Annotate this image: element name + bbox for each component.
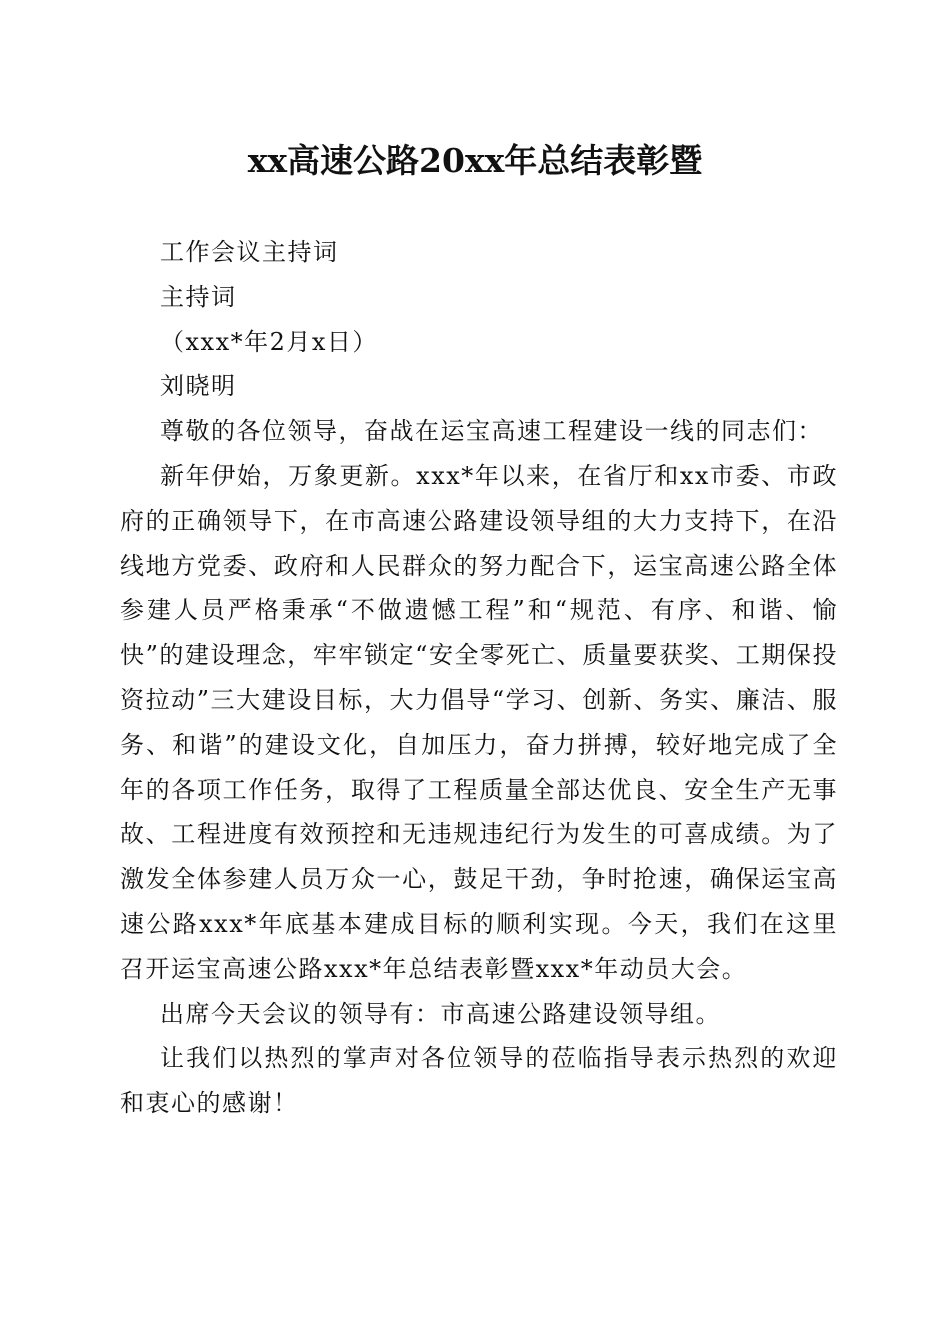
paragraph-greeting: 尊敬的各位领导，奋战在运宝高速工程建设一线的同志们： — [160, 417, 823, 446]
paragraph-heading: 主持词 — [160, 282, 237, 311]
paragraph-welcome: 让我们以热烈的掌声对各位领导的莅临指导表示热烈的欢迎和衷心的感谢！ — [120, 1044, 838, 1118]
document-title: xx高速公路20xx年总结表彰暨 — [247, 141, 703, 180]
paragraph-date: （xxx*年2月x日） — [160, 327, 378, 356]
paragraph-main: 新年伊始，万象更新。xxx*年以来，在省厅和xx市委、市政府的正确领导下，在市高速公路建设领导组的大力支持下，在沿线地方党委、政府和人民群众的努力配合下，运宝高速公路全体参建人员严格秉承“不做遗憾工程”和“规范、有序、和谐、愉快”的建设理念，牢牢锁定“安全零死亡、质量要获奖、工期保投资拉动”三大建设目标，大力倡导“学习、创新、务实、廉洁、服务、和谐”的建设文化，自加压力，奋力拼搏，较好地完成了全年的各项工作任务，取得了工程质量全部达优良、安全生产无事故、工程进度有效预控和无违规违纪行为发生的可喜成绩。为了激发全体参建人员万众一心，鼓足干劲，争时抢速，确保运宝高速公路xxx*年底基本建成目标的顺利实现。今天，我们在这里召开运宝高速公路xxx*年总结表彰暨xxx*年动员大会。 — [120, 461, 838, 983]
paragraph-author: 刘晓明 — [160, 372, 237, 401]
paragraph-subtitle: 工作会议主持词 — [160, 238, 339, 266]
paragraph-attendees: 出席今天会议的领导有：市高速公路建设领导组。 — [160, 999, 721, 1028]
document-body — [120, 230, 838, 1126]
